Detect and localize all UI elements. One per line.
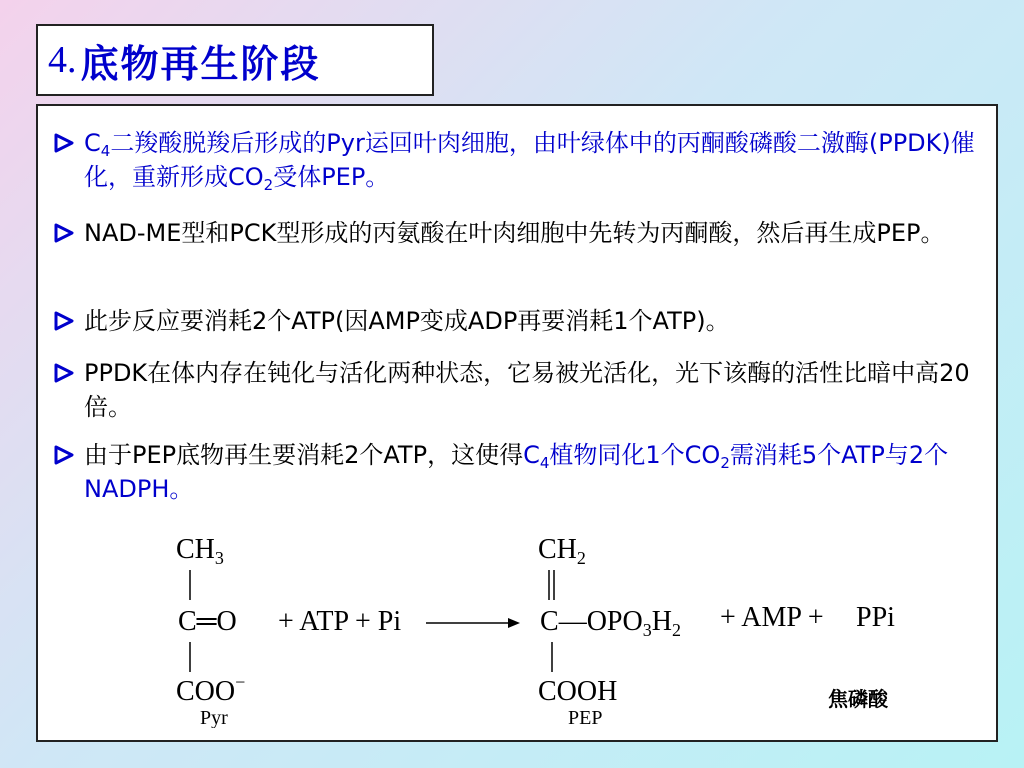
bullet-segment: 需消耗5个ATP与2个NADPH。 [84, 441, 949, 503]
products: + AMP + [720, 602, 824, 633]
bullet-segment: 2 [720, 454, 730, 472]
bullet-segment: C [523, 441, 540, 469]
bullet-item [52, 216, 992, 250]
bullet-item [52, 356, 992, 424]
pep-ch2: $CH_2$ [538, 534, 586, 568]
pep-phosphate: $C—OPO_3H_2$ [540, 606, 681, 640]
bullet-segment: 此步反应要消耗2个ATP(因AMP变成ADP再要消耗1个ATP)。 [84, 307, 730, 335]
slide-title [36, 24, 434, 96]
ppi-label: 焦磷酸 [828, 687, 888, 711]
bullet-segment: 植物同化1个CO [549, 441, 721, 469]
bullet-segment: 由于PEP底物再生要消耗2个ATP，这使得 [84, 441, 524, 469]
bullet-text [84, 438, 992, 506]
pyr-ch3: $CH_3$ [176, 534, 224, 568]
ppi: PPi [856, 602, 895, 633]
bullet-text [84, 304, 992, 338]
arrow-bullet-icon [52, 216, 78, 250]
content-panel [36, 104, 998, 742]
pyr-label: Pyr [200, 707, 228, 728]
reaction-diagram [116, 528, 916, 728]
pep-label: PEP [568, 707, 603, 728]
bullet-segment: PPDK在体内存在钝化与活化两种状态，它易被光活化，光下该酶的活性比暗中高20倍。 [84, 359, 970, 421]
reaction-arrowhead [508, 618, 520, 628]
bullet-text [84, 126, 992, 194]
bullet-item [52, 126, 992, 194]
bullet-segment: 受体PEP。 [273, 163, 390, 191]
arrow-bullet-icon [52, 438, 78, 472]
bullet-item [52, 438, 992, 506]
bullet-text [84, 356, 992, 424]
pyr-coo: COO− [176, 672, 246, 707]
bullet-segment: 4 [539, 454, 550, 472]
bullet-segment: 2 [263, 176, 274, 194]
arrow-bullet-icon [52, 304, 78, 338]
title-text: 底物再生阶段 [80, 41, 321, 86]
bullet-segment: NAD-ME型和PCK型形成的丙氨酸在叶肉细胞中先转为丙酮酸，然后再生成PEP。 [84, 219, 945, 247]
pep-cooh: COOH [538, 676, 618, 707]
bullet-segment: 二羧酸脱羧后形成的Pyr运回叶肉细胞，由叶绿体中的丙酮酸磷酸二激酶(PPDK)催化，重新形成CO [84, 129, 975, 191]
arrow-bullet-icon [52, 126, 78, 160]
bullet-item [52, 304, 992, 338]
reactants: + ATP + Pi [278, 606, 402, 637]
bullet-text [84, 216, 992, 250]
pyr-carbonyl: C═O [178, 606, 237, 637]
title-number: 4. [48, 39, 77, 81]
bullet-segment: C [84, 129, 101, 157]
bullet-segment: 4 [100, 142, 111, 160]
arrow-bullet-icon [52, 356, 78, 390]
